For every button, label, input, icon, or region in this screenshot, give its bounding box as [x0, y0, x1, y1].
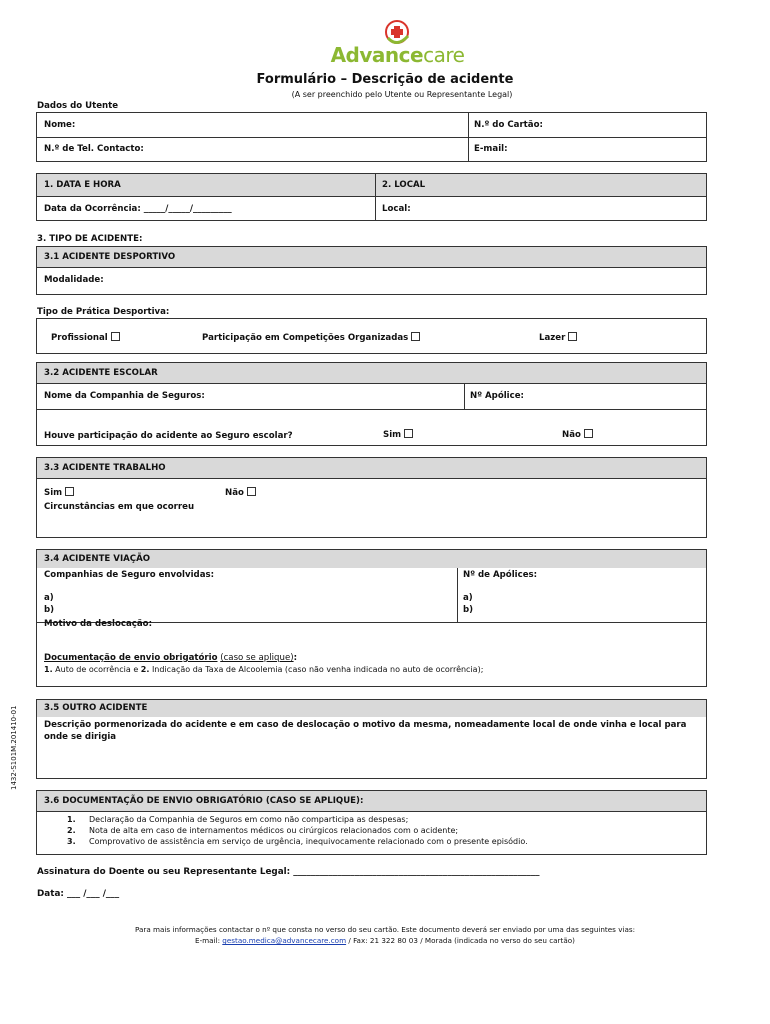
- apolice-field[interactable]: Nº Apólice:: [470, 391, 524, 401]
- s36-box: [36, 790, 707, 855]
- companhia-seguros-field[interactable]: Nome da Companhia de Seguros:: [44, 391, 205, 401]
- item1-text: Auto de ocorrência e: [52, 665, 141, 674]
- trabalho-nao-checkbox[interactable]: [247, 487, 256, 496]
- doc-obrigatoria-items: [44, 665, 483, 674]
- escolar-nao-checkbox[interactable]: [584, 429, 593, 438]
- escolar-nao-label: Não: [562, 430, 581, 440]
- apolice-a-field[interactable]: a): [463, 593, 473, 603]
- logo-word-b: care: [423, 43, 465, 67]
- competicoes-label: Participação em Competições Organizadas: [202, 333, 409, 343]
- doc-obrigatoria-label: Documentação de envio obrigatório: [44, 653, 218, 663]
- cartao-field[interactable]: N.º do Cartão:: [474, 120, 543, 130]
- escolar-nao-option[interactable]: [562, 429, 593, 440]
- item-text: Nota de alta em caso de internamentos médicos ou cirúrgicos relacionados com o acidente;: [89, 826, 459, 835]
- logo-word-a: Advance: [330, 43, 424, 67]
- circunstancias-field[interactable]: Circunstâncias em que ocorreu: [44, 502, 195, 512]
- list-item: [67, 826, 458, 835]
- data-field[interactable]: Data: ___ /___ /___: [37, 889, 120, 899]
- escolar-sim-checkbox[interactable]: [404, 429, 413, 438]
- footer-email-link[interactable]: gestao.medica@advancecare.com: [222, 936, 347, 945]
- trabalho-sim-option[interactable]: [44, 487, 74, 498]
- profissional-checkbox[interactable]: [111, 332, 120, 341]
- competicoes-option[interactable]: [202, 332, 420, 343]
- caso-se-aplique: (caso se aplique): [220, 653, 294, 663]
- list-item: [67, 815, 408, 824]
- item-num: 2.: [67, 826, 76, 835]
- modalidade-field[interactable]: Modalidade:: [44, 275, 104, 285]
- tel-field[interactable]: N.º de Tel. Contacto:: [44, 144, 144, 154]
- trabalho-sim-checkbox[interactable]: [65, 487, 74, 496]
- doc-obrigatoria-line: [44, 653, 297, 663]
- assinatura-field[interactable]: Assinatura do Doente ou seu Representante Legal: ________________________________________________________: [37, 867, 540, 877]
- footer-email-label: E-mail:: [195, 936, 223, 945]
- logo-wordmark: [330, 43, 465, 67]
- item-text: Comprovativo de assistência em serviço de urgência, inequivocamente relacionado com o presente episódio.: [89, 837, 528, 846]
- item-num: 1.: [67, 815, 76, 824]
- item1-num: 1.: [44, 665, 53, 674]
- footer-line1: Para mais informações contactar o nº que consta no verso do seu cartão. Este documento deverá ser enviado por uma das seguintes vias:: [134, 925, 636, 934]
- s35-heading: 3.5 OUTRO ACIDENTE: [44, 703, 148, 713]
- nome-field[interactable]: Nome:: [44, 120, 76, 130]
- local-field[interactable]: Local:: [382, 204, 411, 214]
- tipo-pratica-label: Tipo de Prática Desportiva:: [37, 307, 170, 317]
- profissional-label: Profissional: [51, 333, 108, 343]
- item2-num: 2.: [140, 665, 150, 674]
- escolar-sim-option[interactable]: [383, 429, 413, 440]
- form-title: Formulário – Descrição de acidente: [256, 72, 514, 87]
- trabalho-sim-label: Sim: [44, 488, 63, 498]
- lazer-option[interactable]: [539, 332, 577, 343]
- houve-participacao-label: Houve participação do acidente ao Seguro escolar?: [44, 431, 293, 441]
- motivo-deslocacao-field[interactable]: Motivo da deslocação:: [44, 619, 153, 629]
- item2-text: Indicação da Taxa de Alcoolemia (caso não venha indicada no auto de ocorrência);: [149, 665, 484, 674]
- companhias-envolvidas-label: Companhias de Seguro envolvidas:: [44, 570, 215, 580]
- item-text: Declaração da Companhia de Seguros em como não comparticipa as despesas;: [89, 815, 409, 824]
- profissional-option[interactable]: [51, 332, 120, 343]
- s1-heading: 1. DATA E HORA: [44, 180, 121, 190]
- s34-heading: 3.4 ACIDENTE VIAÇÃO: [44, 554, 151, 564]
- data-ocorrencia-field[interactable]: Data da Ocorrência: _____/_____/_________: [44, 204, 232, 214]
- s33-heading: 3.3 ACIDENTE TRABALHO: [44, 463, 166, 473]
- tipo-pratica-box: [36, 318, 707, 354]
- doc-colon: :: [293, 653, 298, 663]
- trabalho-nao-option[interactable]: [225, 487, 256, 498]
- data-local-box: [36, 173, 707, 221]
- form-subtitle: (A ser preenchido pelo Utente ou Representante Legal): [291, 90, 513, 99]
- s2-heading: 2. LOCAL: [382, 180, 426, 190]
- s34-box: [36, 549, 707, 687]
- list-item: [67, 837, 528, 846]
- trabalho-nao-label: Não: [225, 488, 244, 498]
- s32-box: [36, 362, 707, 446]
- s31-heading: 3.1 ACIDENTE DESPORTIVO: [44, 252, 176, 262]
- footer-rest: / Fax: 21 322 80 03 / Morada (indicada no verso do seu cartão): [346, 936, 575, 945]
- companhia-a-field[interactable]: a): [44, 593, 54, 603]
- item-num: 3.: [67, 837, 76, 846]
- descricao-field[interactable]: Descrição pormenorizada do acidente e em caso de deslocação o motivo da mesma, nomeadamente local de onde vinha e local para onde se dirigia: [44, 720, 687, 742]
- companhia-b-field[interactable]: b): [44, 605, 55, 615]
- s36-heading: 3.6 DOCUMENTAÇÃO DE ENVIO OBRIGATÓRIO (CASO SE APLIQUE):: [44, 796, 364, 806]
- competicoes-checkbox[interactable]: [411, 332, 420, 341]
- n-apolices-label: Nº de Apólices:: [463, 570, 538, 580]
- escolar-sim-label: Sim: [383, 430, 402, 440]
- s32-heading: 3.2 ACIDENTE ESCOLAR: [44, 368, 158, 378]
- side-code: 1432-S101M.201410-01: [10, 705, 18, 790]
- dados-heading: Dados do Utente: [37, 101, 119, 111]
- lazer-checkbox[interactable]: [568, 332, 577, 341]
- s31-box: [36, 246, 707, 295]
- s35-box: [36, 699, 707, 779]
- apolice-b-field[interactable]: b): [463, 605, 474, 615]
- s33-box: [36, 457, 707, 538]
- dados-box: [36, 112, 707, 162]
- advancecare-logo: [330, 18, 465, 66]
- lazer-label: Lazer: [539, 333, 566, 343]
- s3-heading: 3. TIPO DE ACIDENTE:: [37, 234, 143, 244]
- email-field[interactable]: E-mail:: [474, 144, 508, 154]
- footer-line2: [0, 936, 770, 945]
